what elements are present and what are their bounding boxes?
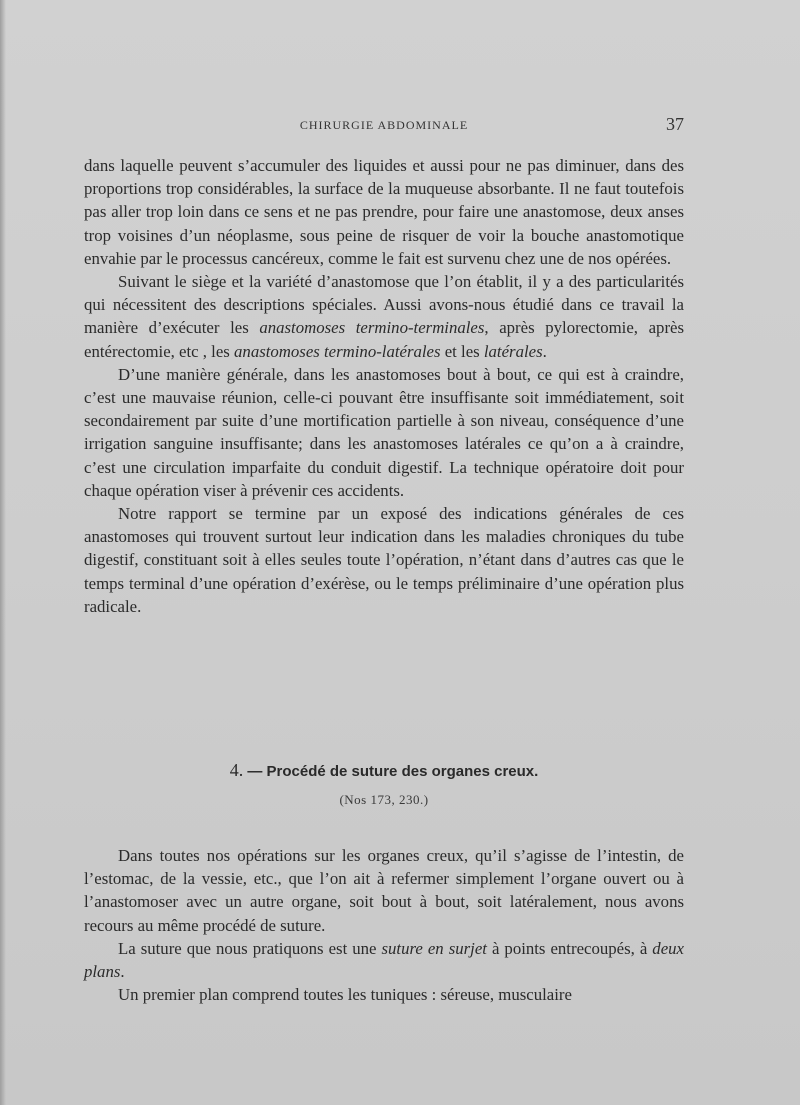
section-title-text: — Procédé de suture des organes creux. — [243, 763, 539, 780]
paragraph-1: dans laquelle peuvent s’accumuler des liquides et aussi pour ne pas diminuer, dans des proportions trop considérables, la surface de la muqueuse absorbante. Il ne faut toutefois pas aller trop loin dans ce sens et ne pas prendre, pour faire une anastomose, deux anses trop voisines d’un néoplasme, sous peine de risquer de voir la bouche anastomotique envahie par le processus cancéreux, comme le fait est survenu chez une de nos opérées. — [84, 156, 684, 268]
paragraph-4: Notre rapport se termine par un exposé des indications générales de ces anastomoses qui trouvent surtout leur indication dans les maladies chroniques du tube digestif, constituant soit à elles seules toute l’opération, n’étant dans d’autres cas que le temps terminal d’une opération d’exérèse, ou le temps préliminaire d’une opération plus radicale. — [84, 504, 684, 616]
section-paragraph-1: Dans toutes nos opérations sur les organes creux, qu’il s’agisse de l’intestin, de l’estomac, de la vessie, etc., que l’on ait à refermer simplement l’organe ouvert ou à l’anastomoser avec un autre organe, soit bout à bout, soit latéralement, nous avons recours au même procédé de suture. — [84, 846, 684, 935]
paragraph-2-italic-1: anastomoses termino-terminales — [259, 318, 485, 338]
paragraph-2-text-2: , après pylorectomie, après entérectomie, etc , les — [84, 318, 685, 361]
page-header — [84, 114, 684, 138]
section-number: 4. — [229, 760, 244, 780]
paragraph-2 — [84, 270, 684, 363]
paragraph-2-italic-3: latérales — [483, 341, 543, 361]
section-paragraph-2-italic-1: suture en surjet — [381, 938, 487, 958]
section-paragraph-2-text-1: La suture que nous pratiquons est une — [118, 938, 382, 958]
paragraph-2-text-1: Suivant le siège et la variété d’anastomose que l’on établit, il y a des particularités qui nécessitent des descriptions spéciales. Aussi avons-nous étudié dans ce travail la manière d’exécuter les — [84, 272, 684, 338]
page-number: 37 — [666, 114, 684, 134]
paragraph-3: D’une manière générale, dans les anastomoses bout à bout, ce qui est à craindre, c’est une mauvaise réunion, celle-ci pouvant être insuffisante soit immédiatement, soit secondairement par suite d’une mortification partielle à son niveau, conséquence d’une irrigation sanguine insuffisante; dans les anastomoses latérales ce qu’on a à craindre, c’est une circulation imparfaite du conduit digestif. La technique opératoire doit pour chaque opération viser à prévenir ces accidents. — [84, 364, 684, 500]
paragraph-2-text-4: . — [542, 341, 547, 361]
running-head: CHIRURGIE ABDOMINALE — [299, 118, 469, 132]
section-paragraph-2-italic-2: deux plans — [84, 938, 684, 982]
section-paragraph-2 — [84, 937, 684, 983]
section-paragraph-2-text-2: à points entrecoupés, à — [486, 938, 653, 958]
section-paragraph-3: Un premier plan comprend toutes les tuniques : séreuse, musculaire — [118, 985, 572, 1005]
main-text — [84, 154, 684, 618]
section-text — [84, 844, 684, 1006]
paragraph-2-italic-2: anastomoses termino-latérales — [234, 341, 441, 361]
section-references: (Nos 173, 230.) — [339, 792, 429, 807]
paragraph-2-text-3: et les — [440, 341, 484, 361]
section-paragraph-2-text-3: . — [120, 962, 125, 982]
section-heading — [84, 760, 684, 781]
page-edge-shadow — [0, 0, 6, 1105]
